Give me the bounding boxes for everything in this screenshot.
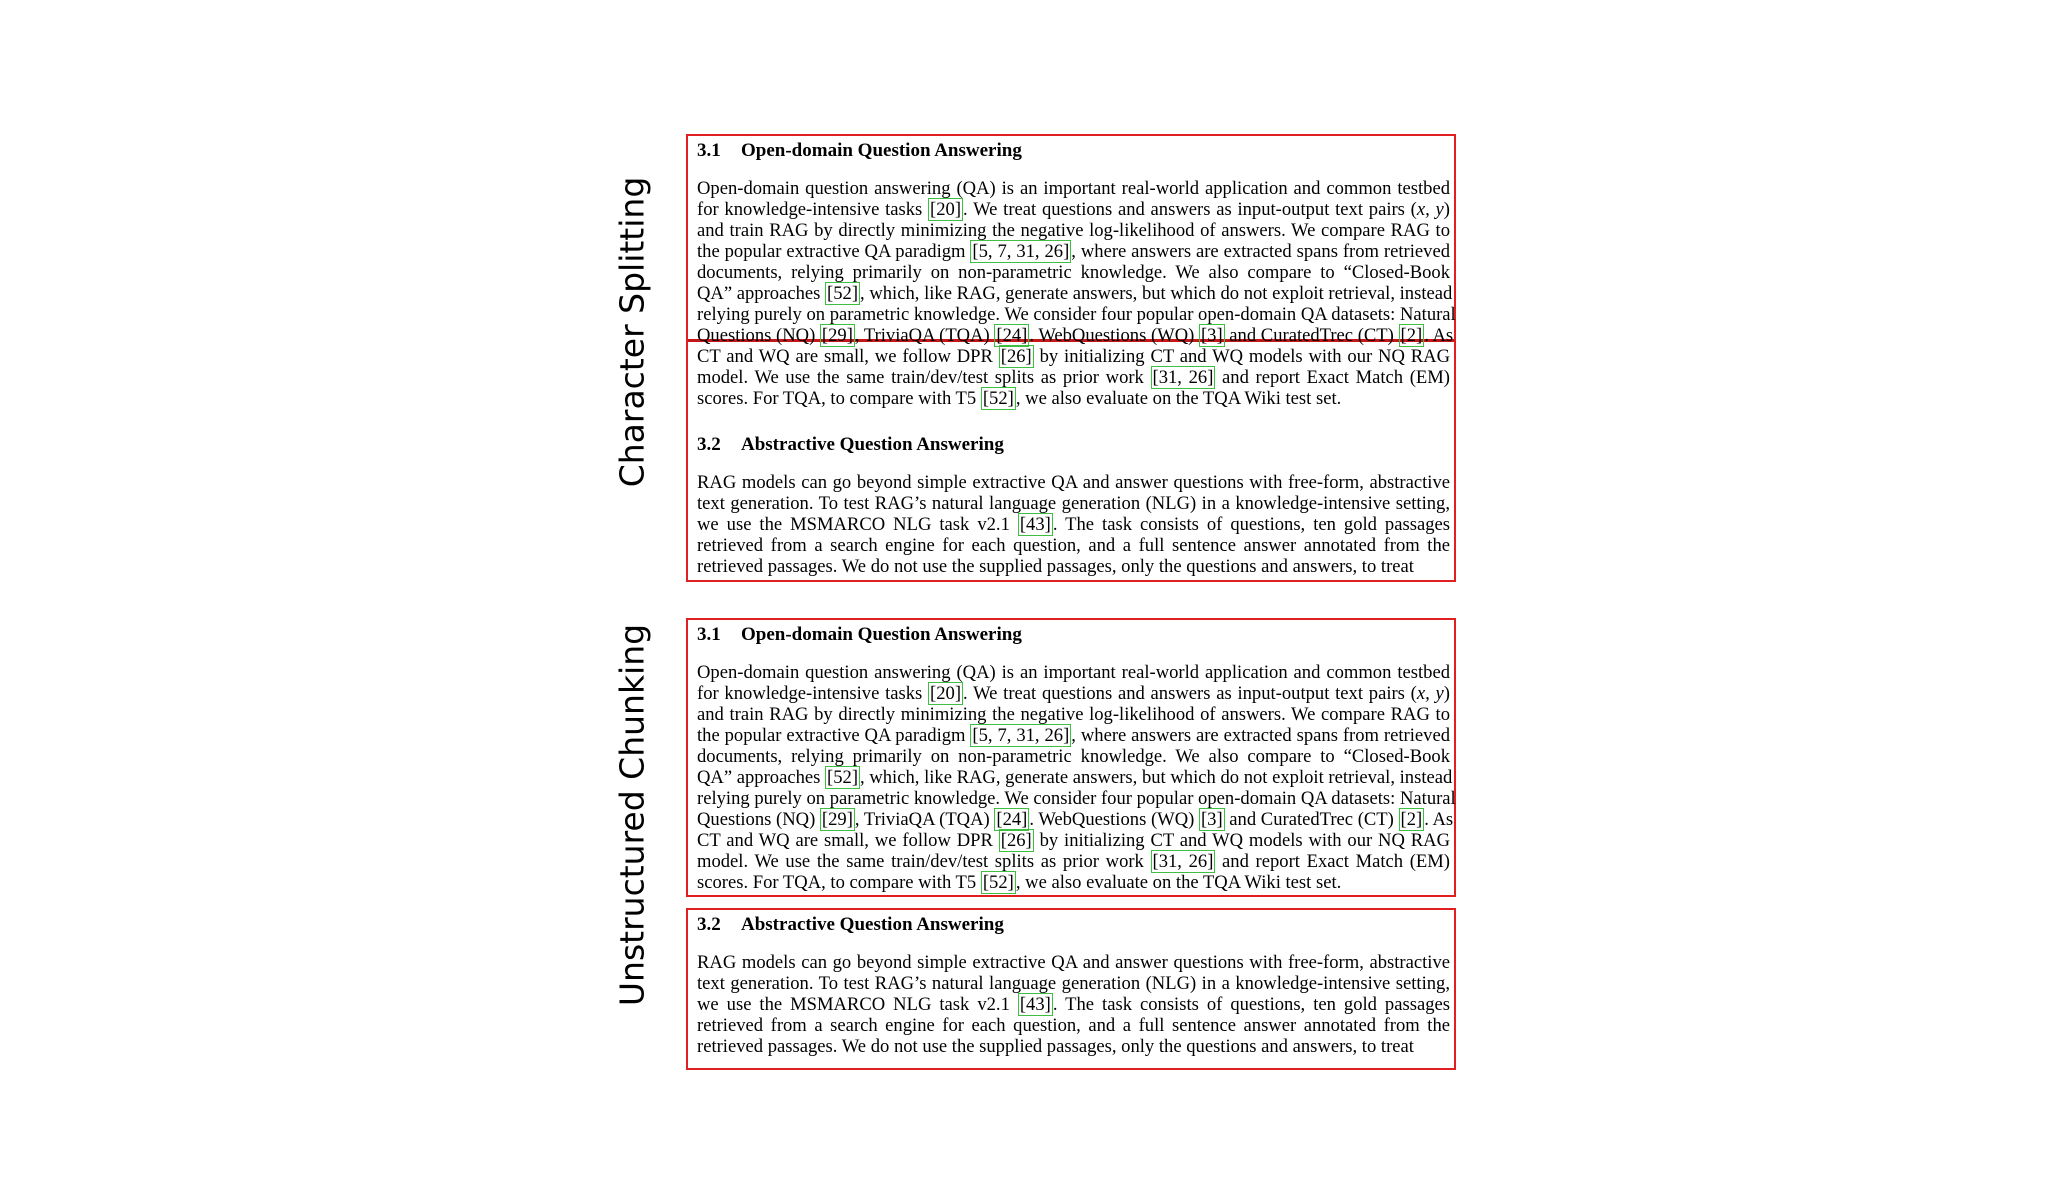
text-line: and train RAG by directly minimizing the negative log-likelihood of answers. We compare RAG to — [697, 220, 1450, 241]
citation-link[interactable]: [26] — [1000, 346, 1032, 367]
section-31-paragraph — [697, 662, 1456, 893]
text-line: RAG models can go beyond simple extractive QA and answer questions with free-form, abstractive — [697, 472, 1450, 493]
text-line: retrieved from a search engine for each question, and a full sentence answer annotated from the — [697, 1015, 1450, 1036]
citation-link[interactable]: [31, 26] — [1152, 367, 1214, 388]
text-line: Questions (NQ) [29] , TriviaQA (TQA) [24] . WebQuestions (WQ) [3] and CuratedTrec (CT) [2] . As — [697, 325, 1454, 346]
citation-link[interactable]: [24] — [996, 325, 1028, 346]
text-line: we use the MSMARCO NLG task v2.1 [43] . The task consists of questions, ten gold passages — [697, 514, 1450, 535]
text-line: for knowledge-intensive tasks [20] . We treat questions and answers as input-output text pairs (x, y) — [697, 199, 1450, 220]
text-line: relying purely on parametric knowledge. We consider four popular open-domain QA datasets: Natural — [697, 788, 1456, 809]
text-line: model. We use the same train/dev/test splits as prior work [31, 26] and report Exact Match (EM) — [697, 367, 1450, 388]
citation-link[interactable]: [26] — [1000, 830, 1032, 851]
citation-link[interactable]: [3] — [1200, 809, 1223, 830]
citation-link[interactable]: [2] — [1400, 325, 1423, 346]
citation-link[interactable]: [52] — [982, 872, 1014, 893]
text-line: we use the MSMARCO NLG task v2.1 [43] . The task consists of questions, ten gold passages — [697, 994, 1450, 1015]
chunk-1-doc — [697, 623, 1456, 893]
label-unstructured-chunking: Unstructured Chunking — [612, 623, 652, 1007]
text-line: documents, relying primarily on non-parametric knowledge. We also compare to “Closed-Book — [697, 262, 1450, 283]
text-line: scores. For TQA, to compare with T5 [52] , we also evaluate on the TQA Wiki test set. — [697, 388, 1342, 409]
citation-link[interactable]: [43] — [1019, 994, 1051, 1015]
citation-link[interactable]: [52] — [827, 283, 859, 304]
citation-link[interactable]: [31, 26] — [1152, 851, 1214, 872]
char-split-doc — [697, 139, 1456, 577]
text-line: the popular extractive QA paradigm [5, 7, 31, 26] , where answers are extracted spans from retrieved — [697, 725, 1450, 746]
text-line: Questions (NQ) [29] , TriviaQA (TQA) [24] . WebQuestions (WQ) [3] and CuratedTrec (CT) [2] . As — [697, 809, 1454, 830]
section-heading: 3.1 Open-domain Question Answering — [697, 624, 1022, 645]
text-line: text generation. To test RAG’s natural language generation (NLG) in a knowledge-intensive setting, — [697, 973, 1450, 994]
text-line: Open-domain question answering (QA) is an important real-world application and common testbed — [697, 662, 1450, 683]
text-line: documents, relying primarily on non-parametric knowledge. We also compare to “Closed-Book — [697, 746, 1450, 767]
text-line: retrieved passages. We do not use the supplied passages, only the questions and answers, to treat — [697, 1036, 1414, 1057]
section-heading: 3.2 Abstractive Question Answering — [697, 914, 1004, 935]
text-line: retrieved passages. We do not use the supplied passages, only the questions and answers, to treat — [697, 556, 1414, 577]
text-line: relying purely on parametric knowledge. We consider four popular open-domain QA datasets: Natural — [697, 304, 1456, 325]
section-32-paragraph — [697, 472, 1450, 577]
citation-link[interactable]: [20] — [930, 199, 962, 220]
text-line: QA” approaches [52] , which, like RAG, generate answers, but which do not exploit retrieval, instead — [697, 767, 1453, 788]
text-line: for knowledge-intensive tasks [20] . We treat questions and answers as input-output text pairs (x, y) — [697, 683, 1450, 704]
citation-link[interactable]: [29] — [821, 809, 853, 830]
citation-link[interactable]: [24] — [996, 809, 1028, 830]
citation-link[interactable]: [52] — [982, 388, 1014, 409]
text-line: text generation. To test RAG’s natural language generation (NLG) in a knowledge-intensive setting, — [697, 493, 1450, 514]
citation-link[interactable]: [43] — [1019, 514, 1051, 535]
label-character-splitting: Character Splitting — [612, 176, 652, 488]
text-line: RAG models can go beyond simple extractive QA and answer questions with free-form, abstractive — [697, 952, 1450, 973]
text-line: model. We use the same train/dev/test splits as prior work [31, 26] and report Exact Match (EM) — [697, 851, 1450, 872]
text-line: QA” approaches [52] , which, like RAG, generate answers, but which do not exploit retrieval, instead — [697, 283, 1453, 304]
citation-link[interactable]: [5, 7, 31, 26] — [972, 725, 1070, 746]
section-heading: 3.2 Abstractive Question Answering — [697, 434, 1004, 455]
citation-link[interactable]: [29] — [821, 325, 853, 346]
text-line: the popular extractive QA paradigm [5, 7, 31, 26] , where answers are extracted spans from retrieved — [697, 241, 1450, 262]
math-inline: x, y — [1416, 199, 1444, 220]
section-32-paragraph — [697, 952, 1450, 1057]
section-heading: 3.1 Open-domain Question Answering — [697, 140, 1022, 161]
text-line: and train RAG by directly minimizing the negative log-likelihood of answers. We compare RAG to — [697, 704, 1450, 725]
citation-link[interactable]: [52] — [827, 767, 859, 788]
citation-link[interactable]: [3] — [1200, 325, 1223, 346]
text-line: scores. For TQA, to compare with T5 [52] , we also evaluate on the TQA Wiki test set. — [697, 872, 1342, 893]
math-inline: x, y — [1416, 683, 1444, 704]
text-line: CT and WQ are small, we follow DPR [26] by initializing CT and WQ models with our NQ RAG — [697, 830, 1450, 851]
citation-link[interactable]: [20] — [930, 683, 962, 704]
text-line: Open-domain question answering (QA) is an important real-world application and common testbed — [697, 178, 1450, 199]
citation-link[interactable]: [2] — [1400, 809, 1423, 830]
chunk-2-doc — [697, 913, 1450, 1057]
text-line: retrieved from a search engine for each question, and a full sentence answer annotated from the — [697, 535, 1450, 556]
section-31-paragraph — [697, 178, 1456, 409]
text-line: CT and WQ are small, we follow DPR [26] by initializing CT and WQ models with our NQ RAG — [697, 346, 1450, 367]
citation-link[interactable]: [5, 7, 31, 26] — [972, 241, 1070, 262]
